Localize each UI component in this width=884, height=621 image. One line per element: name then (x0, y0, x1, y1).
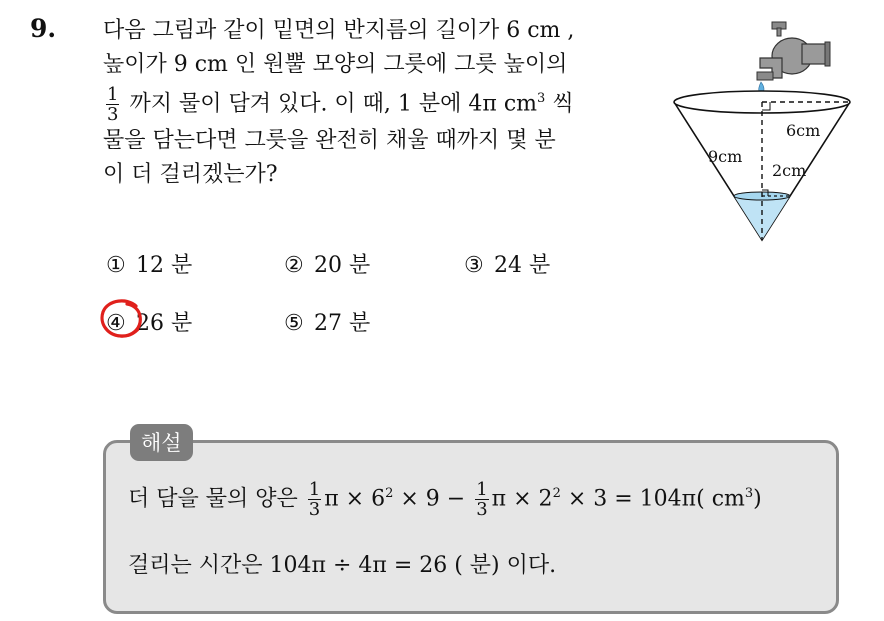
selected-answer-circle (98, 296, 146, 340)
solution-tag: 해설 (130, 424, 193, 461)
label-water-radius: 2cm (772, 161, 807, 180)
question-line-4: 물을 담는다면 그릇을 완전히 채울 때까지 몇 분 (103, 127, 556, 153)
choice-4[interactable] (106, 306, 192, 337)
solution-term-1: π × 6 (324, 486, 386, 512)
choice-3-text: 24 분 (494, 253, 551, 278)
question-line-2: 높이가 9 cm 인 원뿔 모양의 그릇에 그릇 높이의 (103, 52, 568, 77)
solution-term-4: × 3 = 104π( cm (560, 486, 745, 512)
exponent: 2 (552, 486, 561, 502)
exponent: 2 (385, 486, 394, 502)
fraction-numerator: 1 (308, 479, 321, 500)
fraction-denominator: 3 (476, 499, 488, 520)
fraction-numerator: 1 (107, 83, 119, 105)
choice-4-mark: ④ (106, 311, 126, 336)
solution-line-2: 걸리는 시간은 104π ÷ 4π = 26 ( 분) 이다. (128, 553, 557, 578)
fraction-numerator: 1 (476, 479, 488, 500)
choice-1-text: 12 분 (136, 253, 193, 278)
choice-1[interactable] (106, 248, 192, 279)
choice-1-mark: ① (106, 253, 126, 278)
choice-5-mark: ⑤ (284, 311, 304, 336)
choice-5-text: 27 분 (314, 311, 371, 336)
fraction-denominator: 3 (308, 499, 321, 520)
faucet-icon (757, 22, 830, 80)
fraction-denominator: 3 (107, 103, 119, 125)
cone-diagram (668, 14, 880, 249)
choice-2-mark: ② (284, 253, 304, 278)
solution-term-2: × 9 − (393, 486, 466, 512)
choice-2-text: 20 분 (314, 253, 371, 278)
solution-term-3: π × 2 (491, 486, 553, 512)
cube-exponent: 3 (537, 91, 546, 106)
cone-figure (668, 14, 880, 249)
label-radius: 6cm (786, 121, 821, 140)
question-line-1: 다음 그림과 같이 밑면의 반지름의 길이가 6 cm , (103, 18, 575, 43)
fraction-one-third (106, 85, 119, 124)
choice-2[interactable] (284, 248, 370, 279)
solution-box (103, 440, 839, 614)
solution-line-1 (128, 480, 762, 519)
solution-line-1-pre: 더 담을 물의 양은 (128, 486, 298, 512)
label-height: 9cm (708, 147, 743, 166)
question-text (103, 14, 643, 192)
question-line-3-end: 씩 (545, 91, 574, 117)
choice-3-mark: ③ (464, 253, 484, 278)
solution-fraction-1 (308, 480, 321, 519)
question-line-5: 이 더 걸리겠는가? (103, 161, 278, 187)
exponent: 3 (744, 486, 754, 502)
question-line-3-text: 까지 물이 담겨 있다. 이 때, 1 분에 4π cm (129, 91, 538, 117)
question-number: 9. (30, 14, 57, 43)
solution-term-end: ) (753, 486, 762, 512)
question-line-3 (103, 82, 643, 124)
solution-fraction-2 (475, 480, 488, 519)
choice-3[interactable] (464, 248, 550, 279)
choice-5[interactable] (284, 306, 370, 337)
choice-4-text: 26 분 (136, 311, 193, 336)
